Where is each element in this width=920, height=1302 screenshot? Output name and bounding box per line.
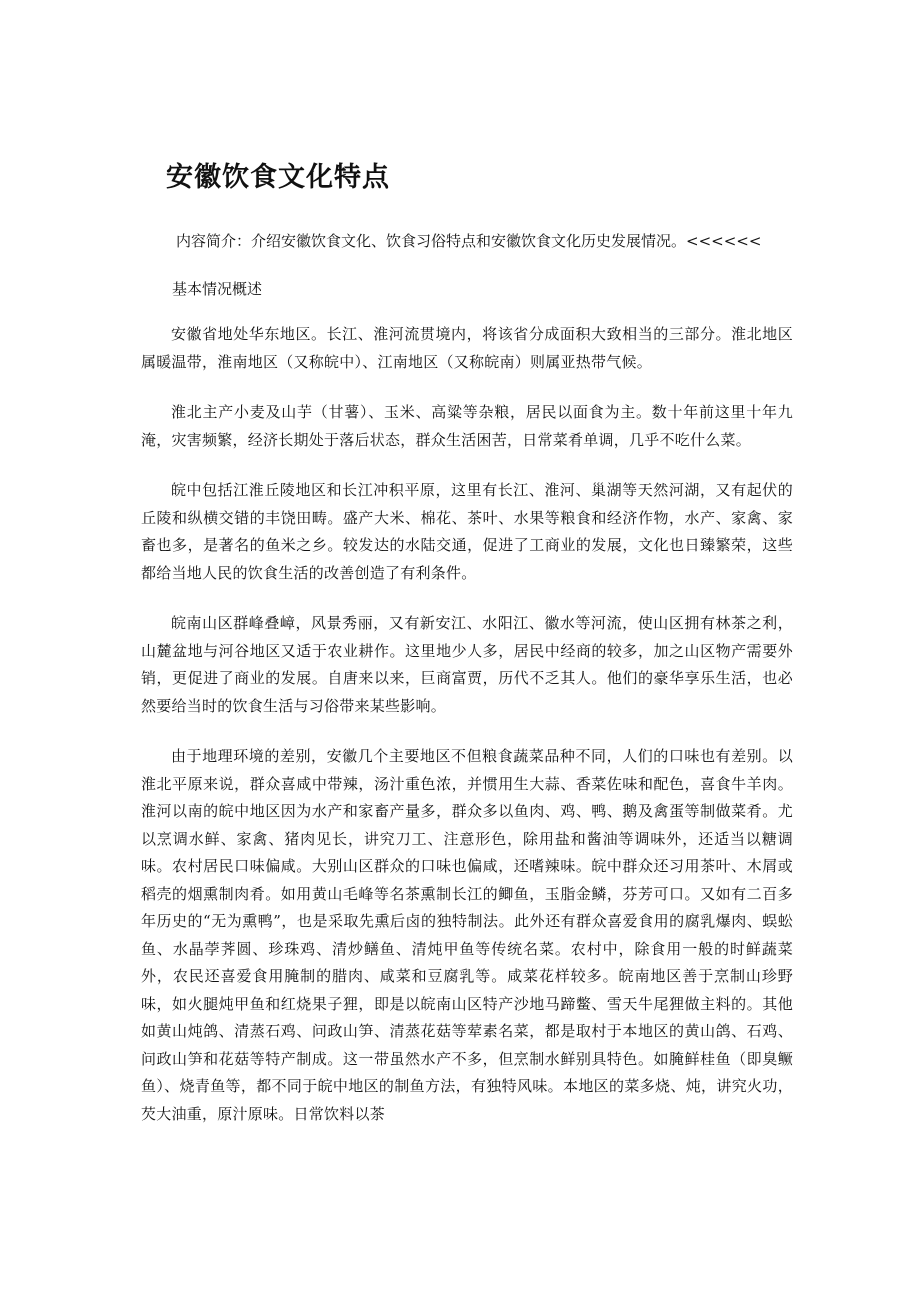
section-heading: 基本情况概述 <box>172 280 263 298</box>
content-summary: 内容简介：介绍安徽饮食文化、饮食习俗特点和安徽饮食文化历史发展情况。<<<<<< <box>176 232 762 250</box>
paragraph-wanzhong: 皖中包括江淮丘陵地区和长江冲积平原，这里有长江、淮河、巢湖等天然河湖，又有起伏的丘陵和纵横交错的丰饶田畴。盛产大米、棉花、茶叶、水果等粮食和经济作物，水产、家禽、家畜也多，是著名的鱼米之乡。较发达的水陆交通，促进了工商业的发展，文化也日臻繁荣，这些都给当地人民的饮食生活的改善创造了有利条件。 <box>141 481 793 582</box>
paragraph-wannan: 皖南山区群峰叠嶂，风景秀丽，又有新安江、水阳江、徽水等河流，使山区拥有林茶之利，山麓盆地与河谷地区又适于农业耕作。这里地少人多，居民中经商的较多，加之山区物产需要外销，更促进了商业的发展。自唐来以来，巨商富贾，历代不乏其人。他们的豪华享乐生活，也必然要给当时的饮食生活与习俗带来某些影响。 <box>141 614 793 715</box>
paragraph-huaibei: 淮北主产小麦及山芋（甘薯）、玉米、高粱等杂粮，居民以面食为主。数十年前这里十年九淹，灾害频繁，经济长期处于落后状态，群众生活困苦，日常菜肴单调，几乎不吃什么菜。 <box>141 403 793 449</box>
document-body <box>141 321 793 1151</box>
document-title: 安徽饮食文化特点 <box>166 162 390 193</box>
paragraph-geography: 安徽省地处华东地区。长江、淮河流贯境内，将该省分成面积大致相当的三部分。淮北地区属暖温带，淮南地区（又称皖中）、江南地区（又称皖南）则属亚热带气候。 <box>141 325 793 371</box>
paragraph-regional-tastes: 由于地理环境的差别，安徽几个主要地区不但粮食蔬菜品种不同，人们的口味也有差别。以淮北平原来说，群众喜咸中带辣，汤汁重色浓，并惯用生大蒜、香菜佐味和配色，喜食牛羊肉。淮河以南的皖中地区因为水产和家畜产量多，群众多以鱼肉、鸡、鸭、鹅及禽蛋等制做菜肴。尤以烹调水鲜、家禽、猪肉见长，讲究刀工、注意形色，除用盐和酱油等调味外，还适当以糖调味。农村居民口味偏咸。大别山区群众的口味也偏咸，还嗜辣味。皖中群众还习用茶叶、木屑或稻壳的烟熏制肉肴。如用黄山毛峰等名茶熏制长江的鲫鱼，玉脂金鳞，芬芳可口。又如有二百多年历史的“无为熏鸭”，也是采取先熏后卤的独特制法。此外还有群众喜爱食用的腐乳爆肉、蜈蚣鱼、水晶荸荠圆、珍珠鸡、清炒鳝鱼、清炖甲鱼等传统名菜。农村中，除食用一般的时鲜蔬菜外，农民还喜爱食用腌制的腊肉、咸菜和豆腐乳等。咸菜花样较多。皖南地区善于烹制山珍野味，如火腿炖甲鱼和红烧果子狸，即是以皖南山区特产沙地马蹄鳖、雪天牛尾狸做主料的。其他如黄山炖鸽、清蒸石鸡、问政山笋、清蒸花菇等荤素名菜，都是取村于本地区的黄山鸽、石鸡、问政山笋和花菇等特产制成。这一带虽然水产不多，但烹制水鲜别具特色。如腌鲜桂鱼（即臭鳜鱼）、烧青鱼等，都不同于皖中地区的制鱼方法，有独特风味。本地区的菜多烧、炖，讲究火功，芡大油重，原汁原味。日常饮料以茶 <box>141 747 793 1123</box>
